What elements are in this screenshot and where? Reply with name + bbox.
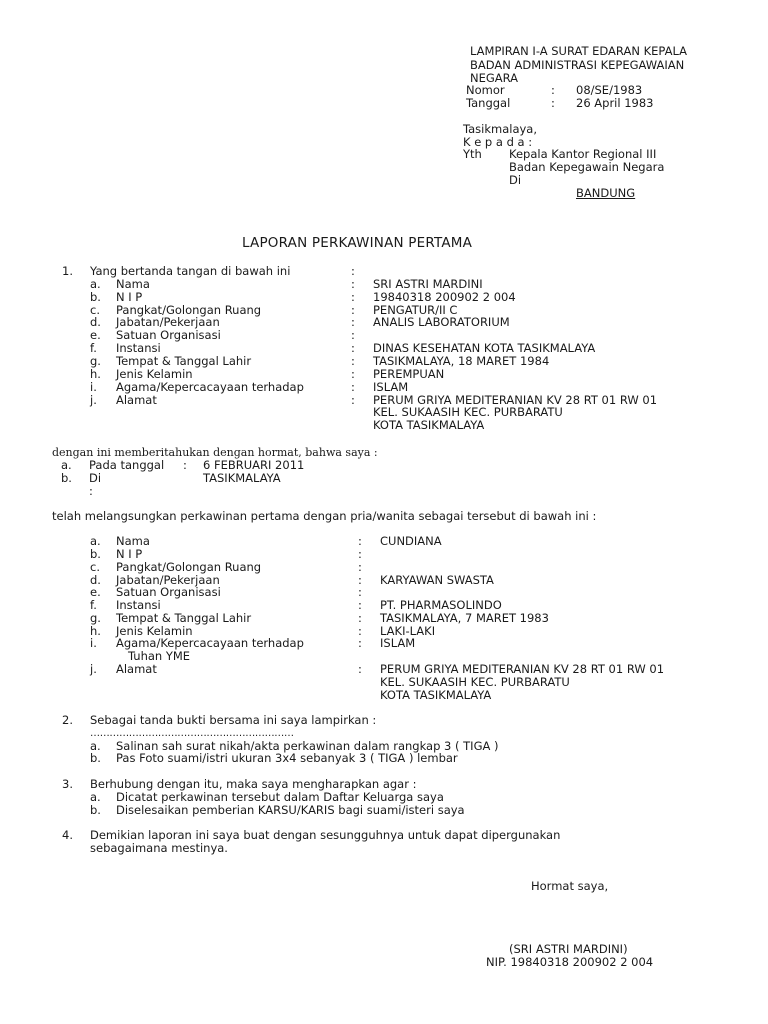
field-letter: j. [90,393,97,407]
section-4-line-2: sebagaimana mestinya. [90,841,228,855]
colon: : [358,662,362,676]
colon: : [183,458,187,472]
field-value: ISLAM [380,636,416,650]
nomor-value: 08/SE/1983 [576,83,643,97]
nomor-label: Nomor [466,83,505,97]
section-2-text: Sebagai tanda bukti bersama ini saya lampirkan : [90,713,377,727]
field-letter: c. [90,303,100,317]
recipient-city: BANDUNG [576,186,636,200]
yth: Yth [463,147,482,161]
field-label: Instansi [116,341,161,355]
field-letter: a. [90,277,101,291]
list-item: Dicatat perkawinan tersebut dalam Daftar Keluarga saya [116,790,444,804]
colon: : [351,354,355,368]
field-label: Pangkat/Golongan Ruang [116,560,262,574]
list-item: Pas Foto suami/istri ukuran 3x4 sebanyak 3 ( TIGA ) lembar [116,751,458,765]
field-label: N I P [116,547,143,561]
field-letter: d. [90,315,101,329]
colon: : [351,290,355,304]
signer-name: (SRI ASTRI MARDINI) [509,942,628,956]
field-value: PERUM GRIYA MEDITERANIAN KV 28 RT 01 RW 01 [380,662,665,676]
field-label: Jenis Kelamin [116,367,193,381]
field-value: PERUM GRIYA MEDITERANIAN KV 28 RT 01 RW 01 [373,393,658,407]
field-letter: g. [90,354,101,368]
field-value: 19840318 200902 2 004 [373,290,516,304]
list-letter: b. [90,803,101,817]
field-letter: g. [90,611,101,625]
place: Tasikmalaya, [463,122,538,136]
recipient-line-2: Badan Kepegawain Negara [509,160,665,174]
field-letter: h. [90,367,101,381]
field-letter: d. [90,573,101,587]
section-2-number: 2. [62,713,73,727]
field-letter: b. [90,290,101,304]
field-value: KARYAWAN SWASTA [380,573,494,587]
colon: : [358,585,362,599]
field-value: TASIKMALAYA, 18 MARET 1984 [373,354,550,368]
field-label: Jabatan/Pekerjaan [116,315,220,329]
notice-a-value: 6 FEBRUARI 2011 [203,458,305,472]
section-3-text: Berhubung dengan itu, maka saya mengharapkan agar : [90,777,417,791]
attachment-line-3: NEGARA [470,71,519,85]
colon: : [351,264,355,278]
field-value: PT. PHARMASOLINDO [380,598,502,612]
field-label: Instansi [116,598,161,612]
field-value: CUNDIANA [380,534,442,548]
colon: : [351,303,355,317]
field-value: ANALIS LABORATORIUM [373,315,510,329]
field-label: Jenis Kelamin [116,624,193,638]
tanggal-value: 26 April 1983 [576,96,654,110]
field-letter: a. [90,534,101,548]
colon: : [351,315,355,329]
married-text: telah melangsungkan perkawinan pertama dengan pria/wanita sebagai tersebut di bawah ini : [52,509,597,523]
field-letter: j. [90,662,97,676]
notice-a-label: Pada tanggal [89,458,165,472]
section-1-number: 1. [62,264,73,278]
field-letter: b. [90,547,101,561]
colon: : [351,277,355,291]
field-value: TASIKMALAYA, 7 MARET 1983 [380,611,549,625]
signer-nip: NIP. 19840318 200902 2 004 [486,955,654,969]
field-label: Agama/Kepercacayaan terhadap [116,380,304,394]
list-letter: b. [90,751,101,765]
section-3-number: 3. [62,777,73,791]
field-label: Agama/Kepercacayaan terhadap [116,636,304,650]
colon: : [351,328,355,342]
colon: : [351,393,355,407]
field-label: Nama [116,534,150,548]
field-value: LAKI-LAKI [380,624,436,638]
field-value: ISLAM [373,380,409,394]
list-item: Salinan sah surat nikah/akta perkawinan dalam rangkap 3 ( TIGA ) [116,739,499,753]
tanggal-colon: : [551,96,555,110]
field-label: N I P [116,290,143,304]
field-label: Tempat & Tanggal Lahir [116,354,252,368]
section-4-number: 4. [62,828,73,842]
field-letter: e. [90,328,101,342]
field-value: PENGATUR/II C [373,303,458,317]
field-value: PEREMPUAN [373,367,445,381]
field-letter: f. [90,341,97,355]
section-1-intro: Yang bertanda tangan di bawah ini [90,264,291,278]
field-label: Satuan Organisasi [116,328,221,342]
section-4-line-1: Demikian laporan ini saya buat dengan sesungguhnya untuk dapat dipergunakan [90,828,561,842]
address-line: KOTA TASIKMALAYA [380,688,492,702]
field-letter: h. [90,624,101,638]
field-letter: i. [90,380,97,394]
field-value: SRI ASTRI MARDINI [373,277,483,291]
colon: : [358,534,362,548]
field-label: Tempat & Tanggal Lahir [116,611,252,625]
colon: : [358,560,362,574]
colon: : [358,573,362,587]
recipient-line-1: Kepala Kantor Regional III [509,147,657,161]
closing: Hormat saya, [531,879,609,893]
field-label: Alamat [116,662,157,676]
kepada: K e p a d a : [463,135,533,149]
section-2-dots: ……………………………………………………… [90,728,294,739]
notice-b-value: TASIKMALAYA [203,471,281,485]
attachment-line-2: BADAN ADMINISTRASI KEPEGAWAIAN [470,58,685,72]
field-letter: f. [90,598,97,612]
recipient-line-3: Di [509,173,522,187]
colon: : [89,484,93,498]
address-line: KEL. SUKAASIH KEC. PURBARATU [380,675,570,689]
list-letter: a. [90,739,101,753]
field-label: Satuan Organisasi [116,585,221,599]
colon: : [358,547,362,561]
colon: : [358,624,362,638]
attachment-line-1: LAMPIRAN I-A SURAT EDARAN KEPALA [470,44,687,58]
field-label-continuation: Tuhan YME [128,649,191,663]
field-label: Alamat [116,393,157,407]
notice-a-letter: a. [61,458,72,472]
page-title: LAPORAN PERKAWINAN PERTAMA [242,235,473,251]
field-letter: c. [90,560,100,574]
colon: : [358,611,362,625]
field-label: Jabatan/Pekerjaan [116,573,220,587]
colon: : [351,341,355,355]
field-label: Nama [116,277,150,291]
field-letter: i. [90,636,97,650]
colon: : [351,380,355,394]
list-letter: a. [90,790,101,804]
field-letter: e. [90,585,101,599]
address-line: KEL. SUKAASIH KEC. PURBARATU [373,405,563,419]
list-item: Diselesaikan pemberian KARSU/KARIS bagi suami/isteri saya [116,803,465,817]
colon: : [358,636,362,650]
field-value: DINAS KESEHATAN KOTA TASIKMALAYA [373,341,596,355]
colon: : [351,367,355,381]
field-label: Pangkat/Golongan Ruang [116,303,262,317]
notice-text: dengan ini memberitahukan dengan hormat, bahwa saya : [52,446,378,459]
nomor-colon: : [551,83,555,97]
address-line: KOTA TASIKMALAYA [373,418,485,432]
notice-b-label: Di [89,471,102,485]
notice-b-letter: b. [61,471,72,485]
tanggal-label: Tanggal [466,96,511,110]
colon: : [358,598,362,612]
